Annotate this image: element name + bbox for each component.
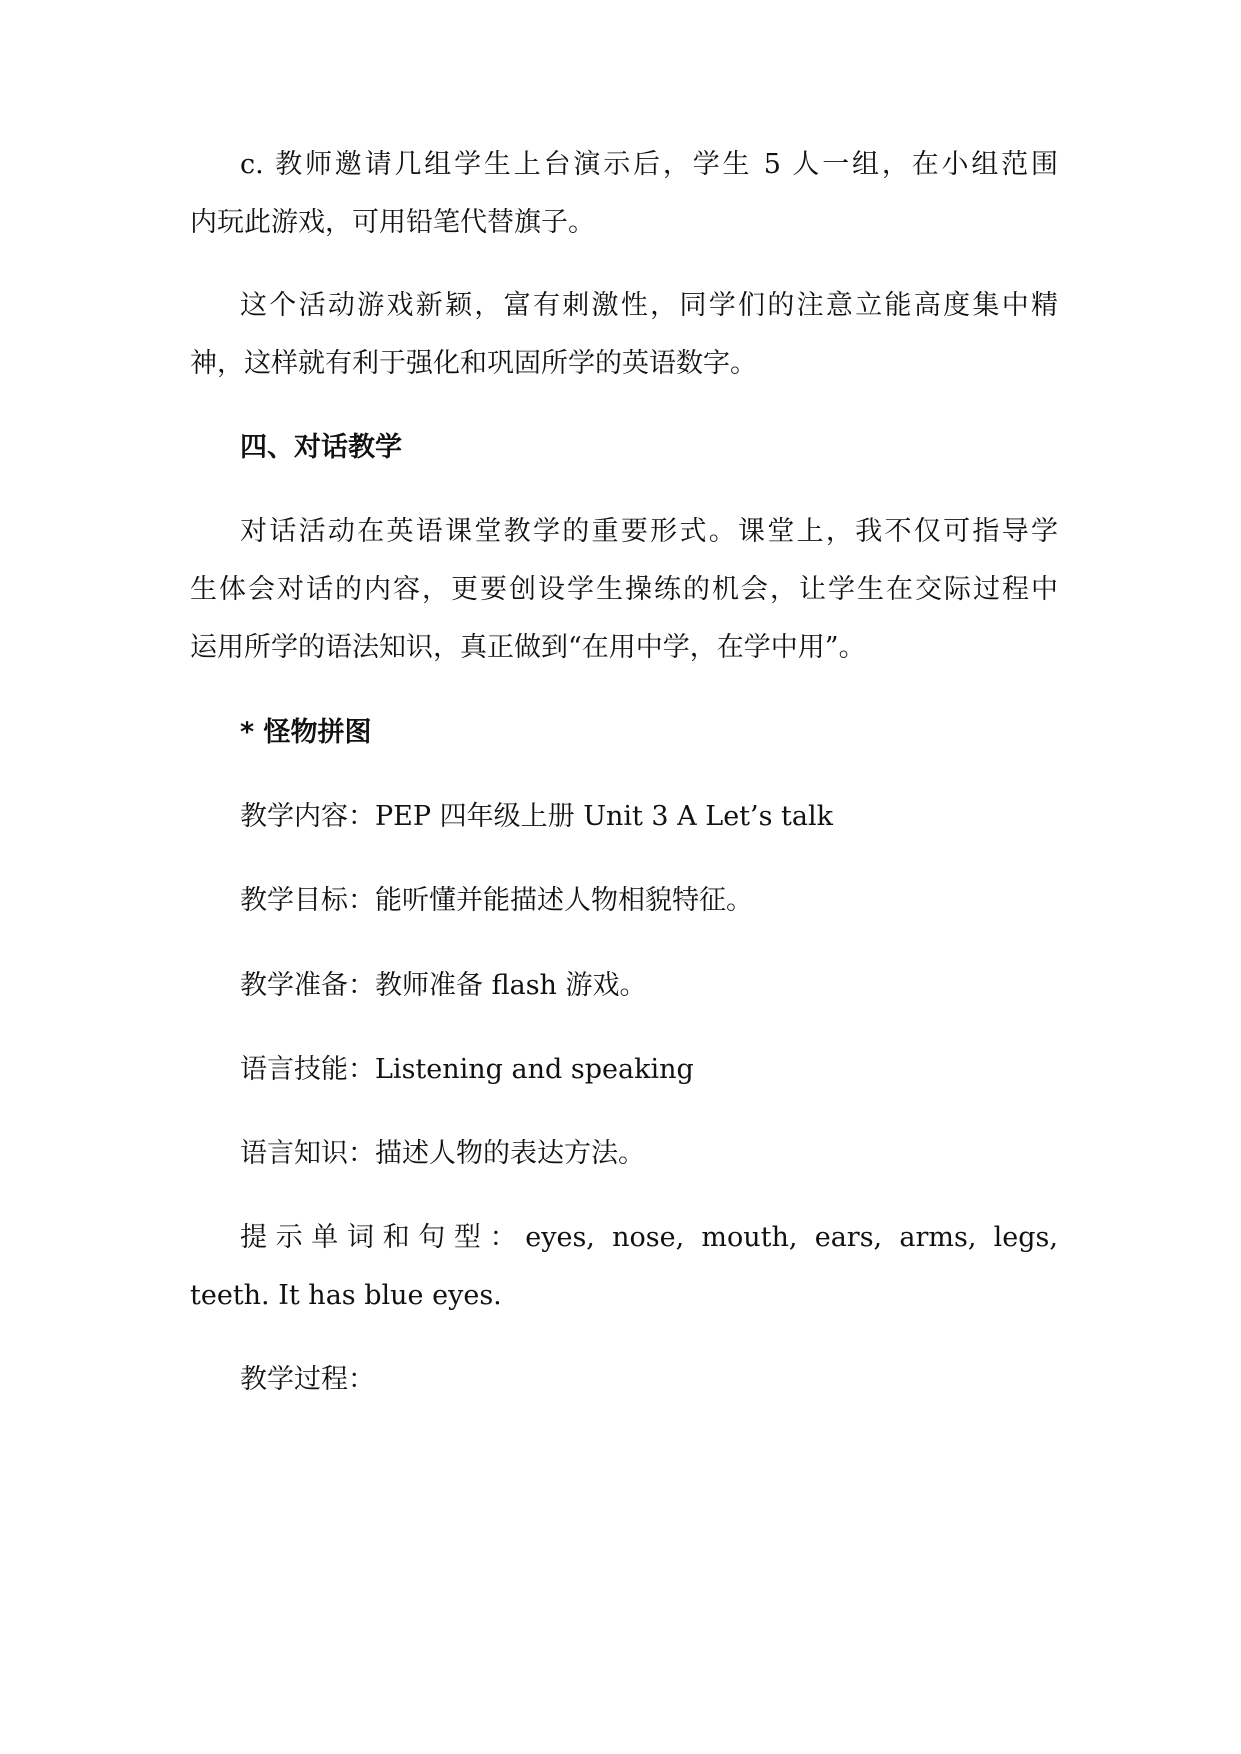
- paragraph-1-line-2: 内玩此游戏，可用铅笔代替旗子。: [190, 207, 595, 238]
- paragraph-3-line-1: 对话活动在英语课堂教学的重要形式。课堂上，我不仅可指导学: [240, 516, 1058, 547]
- paragraph-2-line-2: 神，这样就有利于强化和巩固所学的英语数字。: [190, 348, 757, 379]
- section-heading-dialogue-teaching: 四、对话教学: [240, 432, 402, 463]
- paragraph-2-line-1: 这个活动游戏新颖，富有刺激性，同学们的注意立能高度集中精: [240, 290, 1058, 321]
- teaching-goal-line: 教学目标：能听懂并能描述人物相貌特征。: [240, 885, 753, 916]
- teaching-preparation-line: 教学准备：教师准备 flash 游戏。: [240, 970, 647, 1001]
- paragraph-3-line-3: 运用所学的语法知识，真正做到“在用中学，在学中用”。: [190, 632, 866, 663]
- teaching-process-line: 教学过程：: [240, 1364, 375, 1395]
- hint-words-line-1: 提示单词和句型：eyes, nose, mouth, ears, arms, legs,: [240, 1222, 1058, 1253]
- hint-words-line-2: teeth. It has blue eyes.: [190, 1280, 502, 1311]
- paragraph-3-line-2: 生体会对话的内容，更要创设学生操练的机会，让学生在交际过程中: [190, 574, 1058, 605]
- language-skill-line: 语言技能：Listening and speaking: [240, 1054, 694, 1085]
- subsection-heading-monster-puzzle: * 怪物拼图: [240, 717, 372, 748]
- teaching-content-line: 教学内容：PEP 四年级上册 Unit 3 A Let’s talk: [240, 801, 833, 832]
- language-knowledge-line: 语言知识：描述人物的表达方法。: [240, 1138, 645, 1169]
- paragraph-1-line-1: c. 教师邀请几组学生上台演示后，学生 5 人一组，在小组范围: [240, 149, 1058, 180]
